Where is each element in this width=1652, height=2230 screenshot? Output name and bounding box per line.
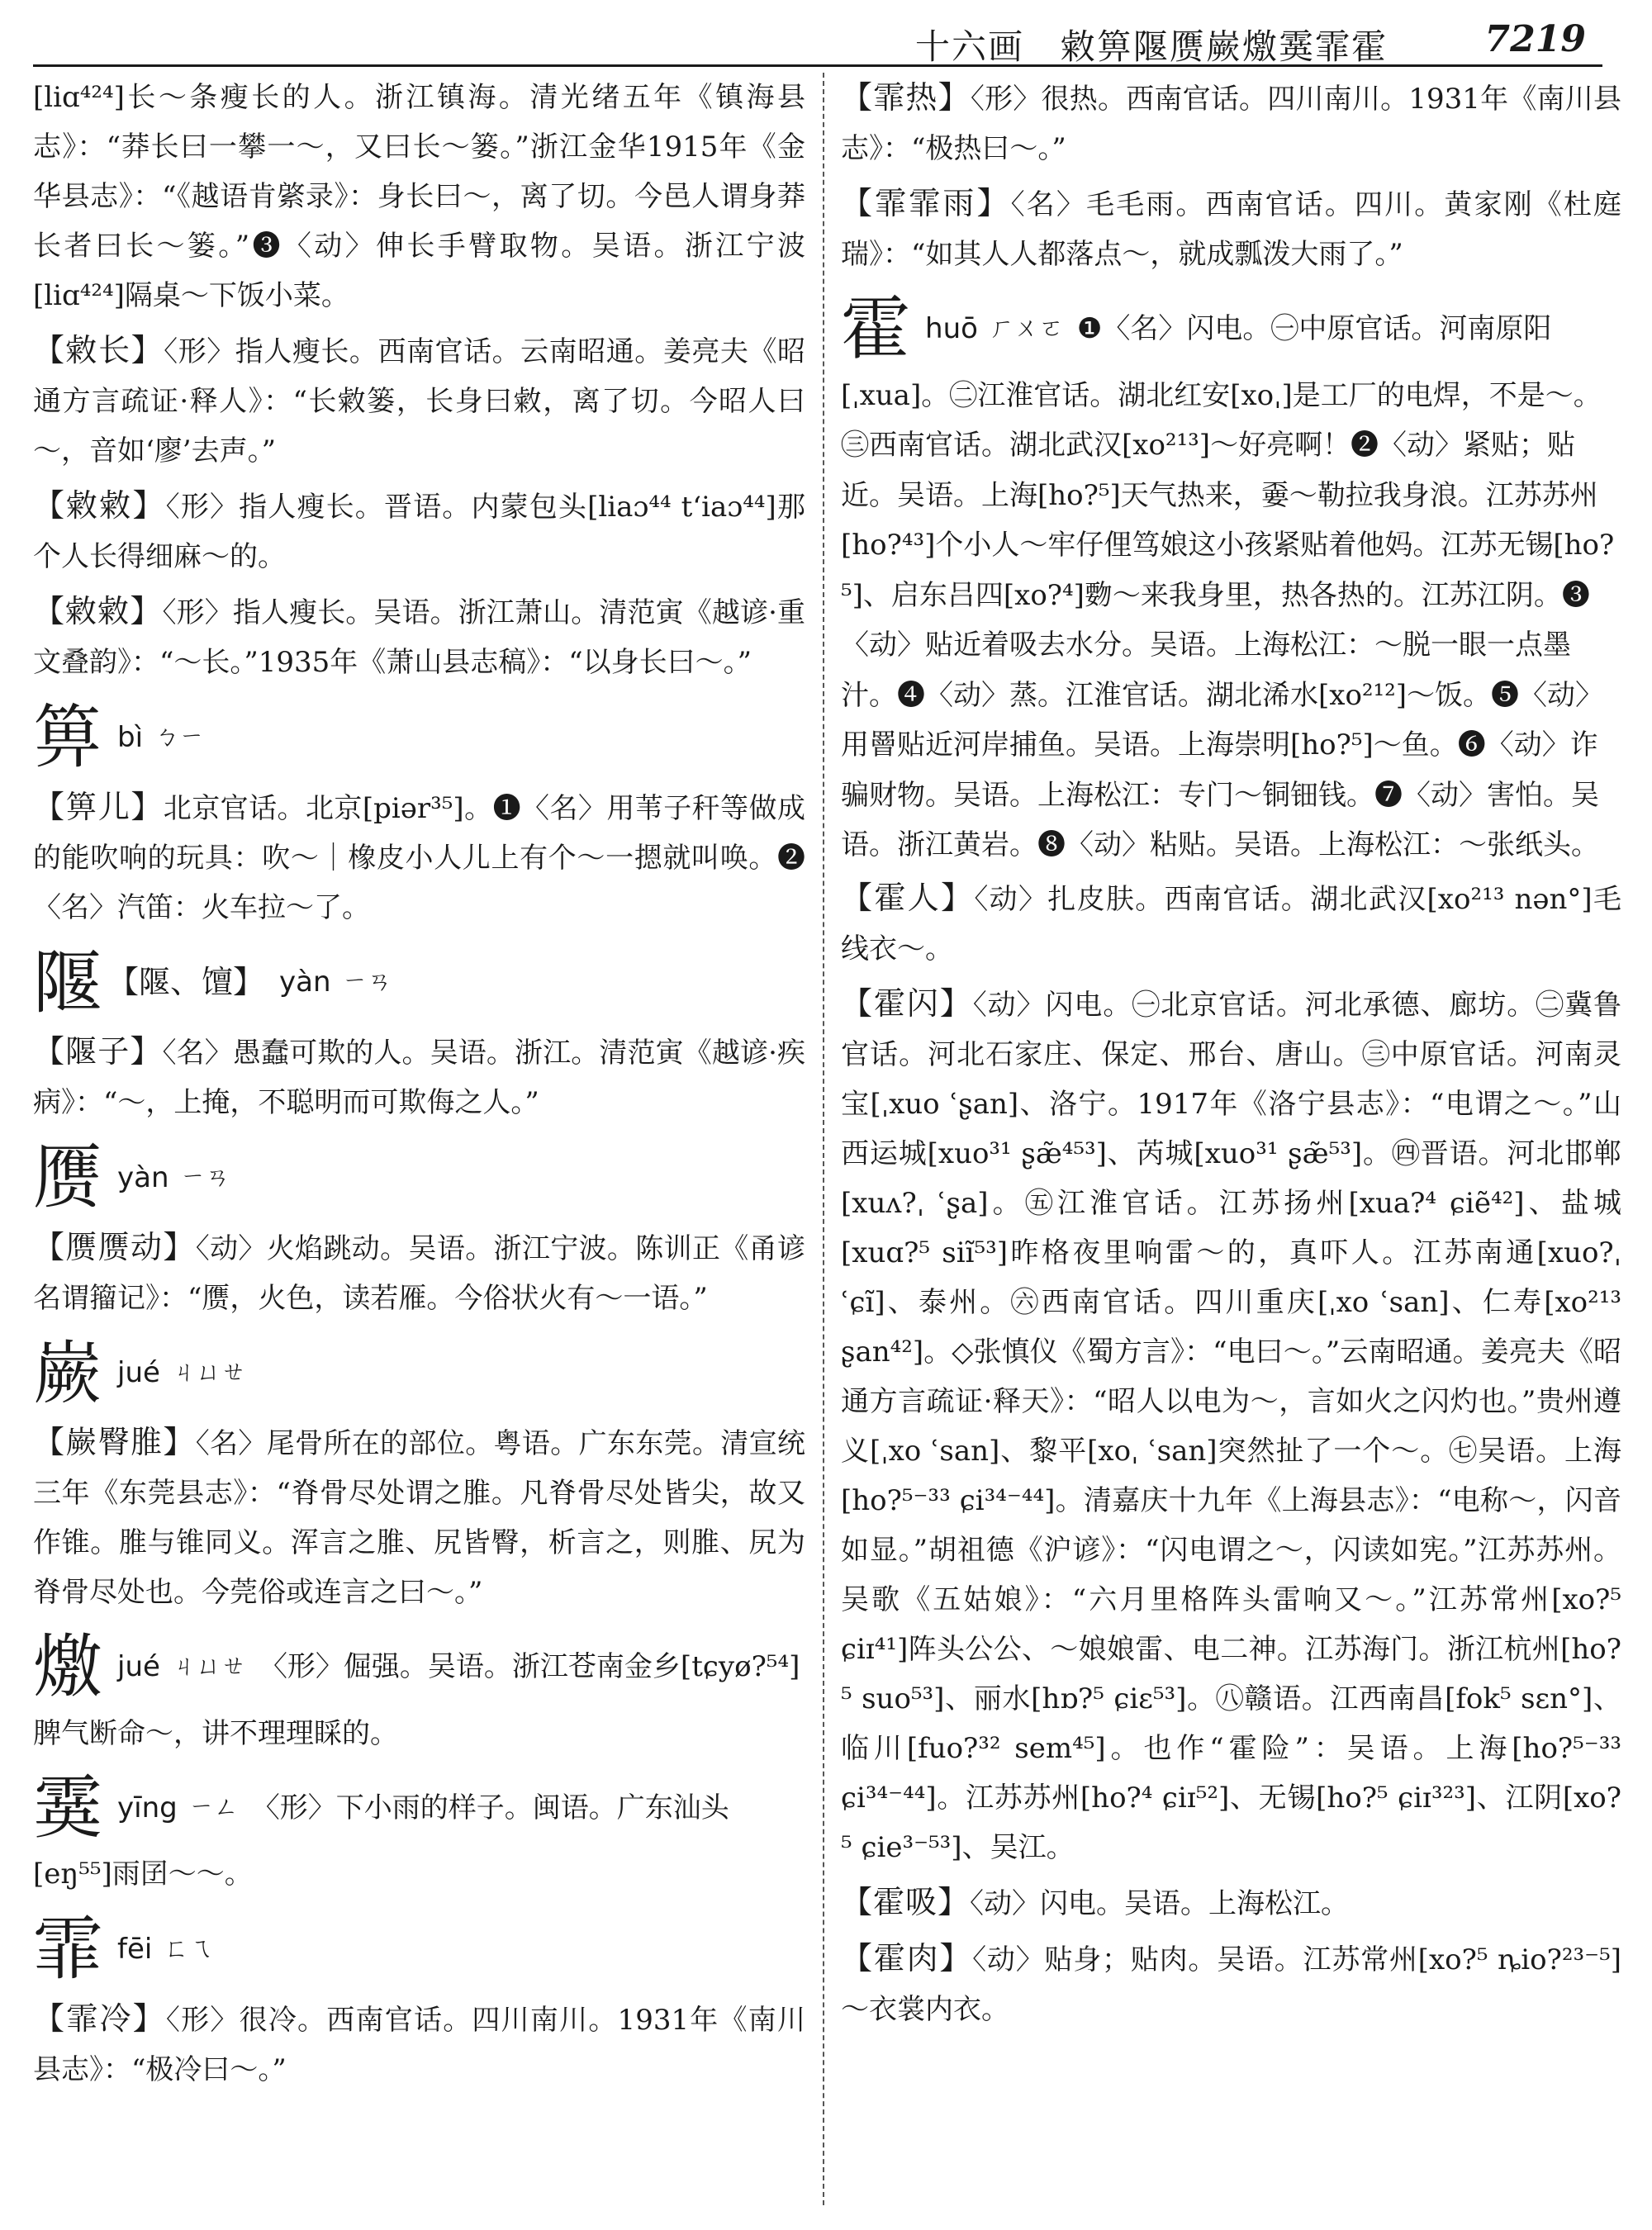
entry-liao-tiao [33, 481, 805, 581]
definition: 〈动〉扎皮肤。西南官话。湖北武汉[xo²¹³ nən°]毛线衣～。 [841, 883, 1621, 966]
definition: 〈形〉倔强。吴语。浙江苍南金乡[tɕyø?⁵⁴]脾气断命～，讲不理理睬的。 [33, 1650, 800, 1750]
headword: 【敹长】 [33, 332, 164, 368]
pinyin: yàn [279, 966, 331, 999]
definition: 〈形〉指人瘦长。吴语。浙江萧山。清范寅《越谚·重文叠韵》：“～长。”1935年《萧山县志稿》：“以身长曰～。” [33, 596, 805, 679]
entry-yan-zi [33, 1027, 805, 1127]
entry-liao-zhang [33, 325, 805, 476]
bopomofo: ㄐㄩㄝ [171, 1358, 246, 1387]
head-char: 霍 [841, 288, 911, 369]
definition: 〈形〉下小雨的样子。闽语。广东汕头[eŋ⁵⁵]雨囝～～。 [33, 1791, 729, 1891]
headword: 【霍吸】 [841, 1884, 971, 1920]
bopomofo: ㄈㄟ [164, 1933, 214, 1963]
entry-huo-ren [841, 873, 1621, 974]
pinyin: jué [117, 1356, 160, 1389]
headword: 【霍闪】 [841, 985, 973, 1022]
entry-huo-rou [841, 1933, 1621, 2034]
head-char: 燩 [33, 1626, 103, 1707]
head-char: 箅 [33, 696, 103, 778]
headword: 【霍肉】 [841, 1940, 973, 1976]
definition: 〈形〉指人瘦长。西南官话。云南昭通。姜亮夫《昭通方言疏证·释人》：“长敹篓，长身曰敹，离了切。今昭人曰～，音如‘廖’去声。” [33, 335, 805, 467]
bopomofo: ㄧㄥ [188, 1792, 239, 1822]
headword: 【敹敹】 [33, 593, 163, 629]
pinyin: fēi [117, 1932, 153, 1966]
headword: 【隁子】 [33, 1033, 163, 1070]
definition: 北京官话。北京[piər³⁵]。❶〈名〉用苇子秆等做成的能吹响的玩具：吹～｜橡皮小人儿上有个～一摁就叫唤。❷〈名〉汽笛：火车拉～了。 [33, 791, 805, 924]
entry-liao-liao [33, 586, 805, 687]
entry-huo-shan [841, 979, 1621, 1872]
head-character-yan-1 [33, 941, 805, 1024]
head-character-jue-1 [33, 1331, 805, 1415]
entry-jue-tun-shui [33, 1417, 805, 1617]
continued-entry: [liɑ⁴²⁴]长～条瘦长的人。浙江镇海。清光绪五年《镇海县志》：“莽长曰一攀一～，又曰长～篓。”浙江金华1915年《金华县志》：“《越语肯綮录》：身长曰～，离了切。今邑人谓身莽长者曰长～篓。”❸〈动〉伸长手臂取物。吴语。浙江宁波[liɑ⁴²⁴]隔桌～下饭小菜。 [33, 81, 805, 312]
bopomofo: ㄅㄧ [154, 722, 205, 752]
headword: 【箅儿】 [33, 788, 164, 825]
variant-forms: 【隁、𫗴】 [107, 964, 265, 1000]
headword: 【嶡臀脽】 [33, 1424, 196, 1460]
pinyin: bì [117, 720, 144, 754]
pinyin: yīng [117, 1791, 178, 1824]
bopomofo: ㄏㄨㄛ [989, 314, 1064, 343]
definition: 〈动〉闪电。㊀北京官话。河北承德、廊坊。㊁冀鲁官话。河北石家庄、保定、邢台、唐山。㊂中原官话。河南灵宝[ˌxuo ʿʂan]、洛宁。1917年《洛宁县志》：“电谓之～。”山西运城[xuo³¹ ʂæ̃⁴⁵³]、芮城[xuo³¹ ʂæ̃⁵³]。㊃晋语。河北邯郸[xuʌ?ˌ ʿʂa]。㊄江淮官话。江苏扬州[xua?⁴ ɕiẽ⁴²]、盐城[xuɑ?⁵ siĩ⁵³]昨格夜里响雷～的，真吓人。江苏南通[xuo?ˌ ʿɕĩ]、泰州。㊅西南官话。四川重庆[ˌxo ʿsan]、仁寿[xo²¹³ ʂan⁴²]。◇张慎仪《蜀方言》：“电曰～。”云南昭通。姜亮夫《昭通方言疏证·释天》：“昭人以电为～，言如火之闪灼也。”贵州遵义[ˌxo ʿsan]、黎平[xoˌ ʿsan]突然扯了一个～。㊆吴语。上海[ho?⁵⁻³³ ɕi³⁴⁻⁴⁴]。清嘉庆十九年《上海县志》：“电称～，闪音如显。”胡祖德《沪谚》：“闪电谓之～，闪读如宪。”江苏苏州。吴歌《五姑娘》：“六月里格阵头雷响又～。”江苏常州[xo?⁵ ɕiɪ⁴¹]阵头公公、～娘娘雷、电二神。江苏海门。浙江杭州[ho?⁵ suo⁵³]、丽水[hɒ?⁵ ɕiɛ⁵³]。㊇赣语。江西南昌[fok⁵ sɛn°]、临川[fuo?³² sem⁴⁵]。也作“霍险”：吴语。上海[ho?⁵⁻³³ ɕi³⁴⁻⁴⁴]。江苏苏州[ho?⁴ ɕiɪ⁵²]、无锡[ho?⁵ ɕiɪ³²³]、江阴[xo?⁵ ɕie³⁻⁵³]、吴江。 [841, 989, 1621, 1864]
definition: 〈动〉闪电。吴语。上海松江。 [970, 1887, 1350, 1920]
headword: 【霍人】 [841, 880, 975, 916]
head-char: 赝 [33, 1136, 103, 1218]
bopomofo: ㄧㄢ [180, 1162, 230, 1192]
head-char: 嶡 [33, 1332, 103, 1413]
pinyin: jué [117, 1650, 160, 1683]
entry-huo-xi [841, 1877, 1621, 1929]
entry-fei-fei-yu [841, 178, 1621, 279]
head-character-huo [841, 287, 1621, 870]
pinyin: yàn [117, 1160, 169, 1194]
definition: 〈名〉尾骨所在的部位。粤语。广东东莞。清宣统三年《东莞县志》：“脊骨尽处谓之脽。凡脊骨尽处皆尖，故又作锥。脽与锥同义。浑言之脽、尻皆臀，析言之，则脽、尻为脊骨尽处也。今莞俗或连言之曰～。” [33, 1427, 805, 1609]
definition: 〈形〉很热。西南官话。四川南川。1931年《南川县志》：“极热曰～。” [841, 83, 1621, 165]
bopomofo: ㄐㄩㄝ [171, 1652, 246, 1681]
headword: 【敹敹】 [33, 487, 166, 524]
entry-fei-leng [33, 1994, 805, 2095]
headword: 【霏霏雨】 [841, 185, 1011, 221]
headword: 【霏热】 [841, 79, 971, 116]
left-column [33, 73, 805, 2213]
column-divider [823, 73, 824, 2205]
headword: 【赝赝动】 [33, 1228, 196, 1265]
definition: 〈形〉指人瘦长。晋语。内蒙包头[liaɔ⁴⁴ t‘iaɔ⁴⁴]那个人长得细麻～的。 [33, 491, 805, 573]
definition: 〈动〉贴身；贴肉。吴语。江苏常州[xo?⁵ ȵio?²³⁻⁵]～衣裳内衣。 [841, 1943, 1621, 2026]
head-character-bi [33, 695, 805, 779]
head-character-jue-2 [33, 1625, 805, 1758]
definition: ❶〈名〉闪电。㊀中原官话。河南原阳[ˌxua]。㊁江淮官话。湖北红安[xoˌ]是工厂的电焊，不是～。㊂西南官话。湖北武汉[xo²¹³]～好亮啊！❷〈动〉紧贴；贴近。吴语。上海[ho?⁵]天气热来，嫑～勒拉我身浪。江苏苏州[ho?⁴³]个小人～牢仔俚笃娘这小孩紧贴着他妈。江苏无锡[ho?⁵]、启东吕四[xo?⁴]覅～来我身里，热各热的。江苏江阴。❸〈动〉贴近着吸去水分。吴语。上海松江：～脱一眼一点墨汁。❹〈动〉蒸。江淮官话。湖北浠水[xo²¹²]～饭。❺〈动〉用罾贴近河岸捕鱼。吴语。上海崇明[ho?⁵]～鱼。❻〈动〉诈骗财物。吴语。上海松江：专门～铜钿钱。❼〈动〉害怕。吴语。浙江黄岩。❽〈动〉粘贴。吴语。上海松江：～张纸头。 [841, 312, 1615, 861]
pinyin: huō [925, 312, 978, 345]
head-character-ying [33, 1767, 805, 1900]
definition: 〈动〉火焰跳动。吴语。浙江宁波。陈训正《甬谚名谓籀记》：“赝，火色，读若雁。今俗状火有～一语。” [33, 1231, 805, 1315]
entry-yan-yan-dong [33, 1222, 805, 1323]
definition: 〈名〉愚蠢可欺的人。吴语。浙江。清范寅《越谚·疾病》：“～，上掩，不聪明而可欺侮之人。” [33, 1037, 805, 1119]
head-char: 霙 [33, 1767, 103, 1848]
header-title: 十六画 敹箅隁赝嶡燩霙霏霍 [914, 26, 1388, 67]
head-char: 隁 [33, 942, 103, 1022]
definition: 〈形〉很冷。西南官话。四川南川。1931年《南川县志》：“极冷曰～。” [33, 2003, 805, 2086]
head-char: 霏 [33, 1908, 103, 1990]
entry-bi-er [33, 782, 805, 932]
head-character-fei [33, 1907, 805, 1990]
head-character-yan-2 [33, 1136, 805, 1219]
definition: 〈名〉毛毛雨。西南官话。四川。黄家刚《杜庭瑞》：“如其人人都落点～，就成瓢泼大雨了。” [841, 188, 1621, 271]
headword: 【霏冷】 [33, 2000, 166, 2037]
bopomofo: ㄧㄢ [342, 967, 392, 996]
right-column [841, 73, 1621, 2213]
entry-fei-re [841, 73, 1621, 173]
page-header [33, 15, 1602, 67]
page-number: 7219 [1484, 18, 1586, 60]
